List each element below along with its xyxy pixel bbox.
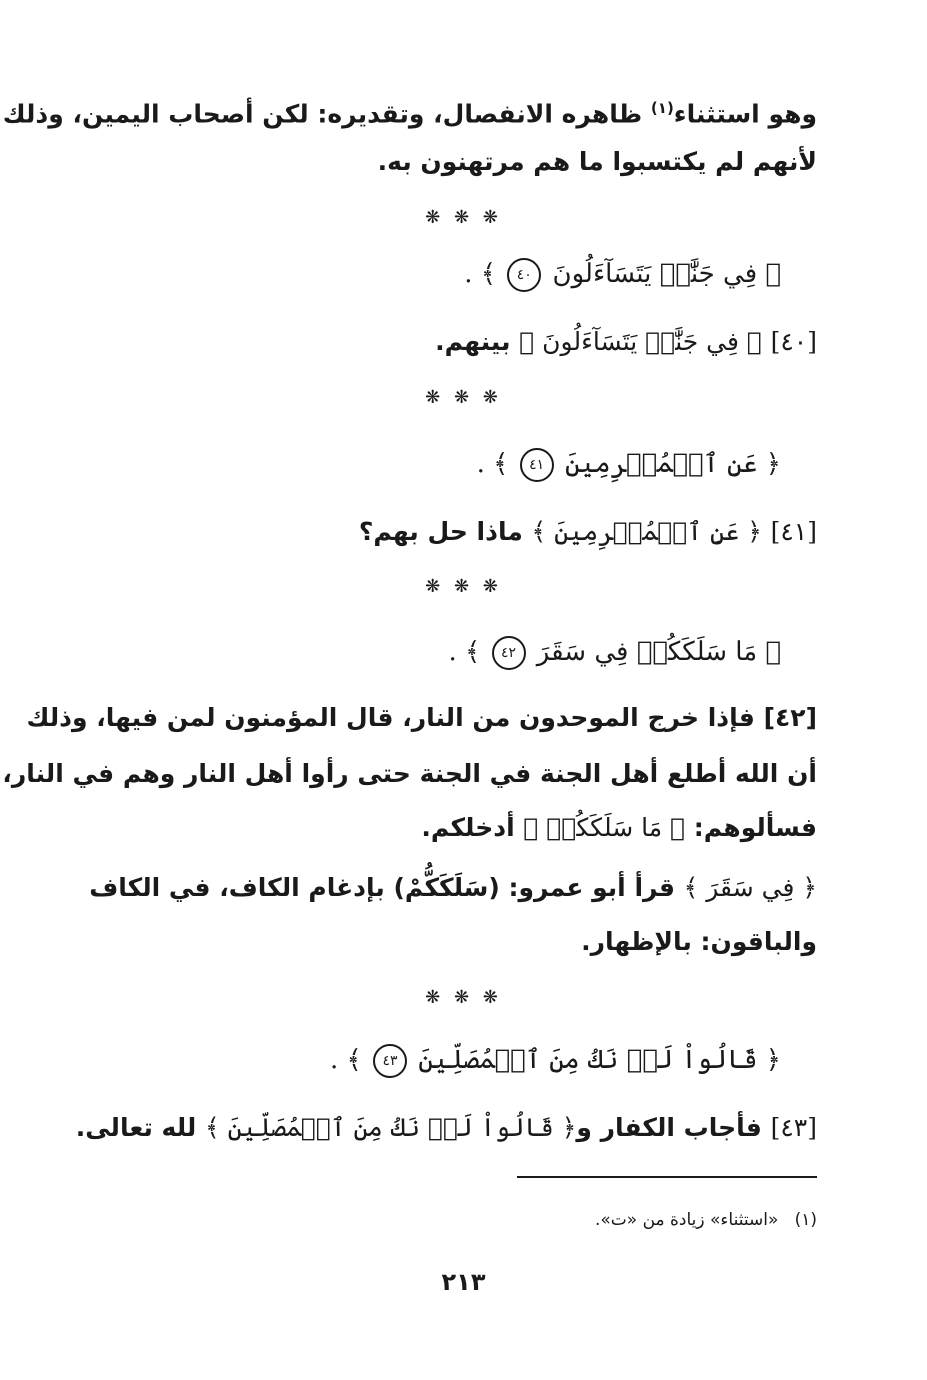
section-separator: ❋ ❋ ❋	[425, 387, 502, 408]
verse-text: ﴿ مَا سَلَكَكُمۡ فِي سَقَرَ	[536, 637, 781, 667]
section-separator: ❋ ❋ ❋	[425, 987, 502, 1008]
text-run: ظاهره الانفصال، وتقديره: لكن أصحاب اليمين، وذلك	[2, 99, 643, 129]
verse-number-marker: ٤١	[520, 448, 554, 482]
commentary-line	[76, 1108, 817, 1148]
verse-close: ﴾ .	[464, 259, 496, 289]
commentary-line: أن الله أطلع أهل الجنة في الجنة حتى رأوا أهل النار وهم في النار،	[2, 759, 817, 788]
text-run: بينهم.	[435, 327, 511, 356]
quoted-verse: ﴿ فِي سَقَرَ ﴾	[683, 873, 817, 902]
text-run: قرأ أبو عمرو: (سَلَكَكُّمْ) بإدغام الكاف، في الكاف	[89, 873, 675, 902]
verse-close: ﴾ .	[329, 1045, 362, 1075]
section-separator: ❋ ❋ ❋	[425, 207, 502, 228]
verse-close: ﴾ .	[448, 637, 481, 667]
verse-number-marker: ٤٢	[492, 636, 526, 670]
section-separator: ❋ ❋ ❋	[425, 576, 502, 597]
page-number: ٢١٣	[441, 1268, 486, 1296]
text-run: لله تعالى.	[75, 1113, 197, 1142]
verse-number-marker: ٤٠	[507, 258, 541, 292]
verse-close: ﴾ .	[476, 449, 509, 479]
verse-text: ﴿ قَالُواْ لَمۡ نَكُ مِنَ ٱلۡمُصَلِّينَ	[418, 1045, 781, 1075]
text-run: فسألوهم:	[693, 813, 817, 842]
quoted-verse: ﴿ قَالُواْ لَمۡ نَكُ مِنَ ٱلۡمُصَلِّينَ ﴾	[205, 1113, 577, 1142]
quoted-verse: ﴿ عَنِ ٱلۡمُجۡرِمِينَ ﴾	[531, 517, 762, 546]
quran-verse	[330, 1040, 781, 1080]
text-run: ماذا حل بهم؟	[358, 517, 523, 546]
paragraph-line: لأنهم لم يكتسبوا ما هم مرتهنون به.	[377, 147, 817, 176]
footnote-number: (١)	[794, 1210, 817, 1230]
quran-verse	[464, 254, 781, 294]
quoted-verse: ﴿ مَا سَلَكَكُمۡ ﴾	[523, 813, 686, 842]
commentary-line	[359, 512, 817, 552]
quoted-verse: ﴿ فِي جَنَّٰتٖ يَتَسَآءَلُونَ ﴾	[519, 327, 762, 356]
footnote-text: «استثناء» زيادة من «ت».	[594, 1210, 779, 1230]
verse-index: [٤١]	[770, 517, 817, 546]
text-run: أدخلكم.	[421, 813, 515, 842]
reading-note-line: والباقون: بالإظهار.	[581, 927, 817, 956]
reading-note-line	[89, 868, 817, 908]
footnote-reference: (١)	[650, 99, 674, 117]
verse-text: ﴿ فِي جَنَّٰتٖ يَتَسَآءَلُونَ	[552, 259, 781, 289]
commentary-line	[435, 322, 817, 362]
commentary-line: [٤٢] فإذا خرج الموحدون من النار، قال المؤمنون لمن فيها، وذلك	[26, 703, 817, 732]
verse-index: [٤٣]	[770, 1113, 817, 1142]
text-run: فأجاب الكفار و	[576, 1113, 762, 1142]
footnote	[595, 1205, 817, 1235]
verse-index: [٤٠]	[770, 327, 817, 356]
quran-verse	[448, 632, 781, 672]
footnote-divider	[517, 1176, 817, 1178]
verse-number-marker: ٤٣	[373, 1044, 407, 1078]
verse-text: ﴿ عَنِ ٱلۡمُجۡرِمِينَ	[564, 449, 781, 479]
quran-verse	[477, 444, 781, 484]
commentary-line	[421, 808, 817, 848]
paragraph-line	[2, 88, 817, 134]
text-run: وهو استثناء	[673, 99, 817, 129]
